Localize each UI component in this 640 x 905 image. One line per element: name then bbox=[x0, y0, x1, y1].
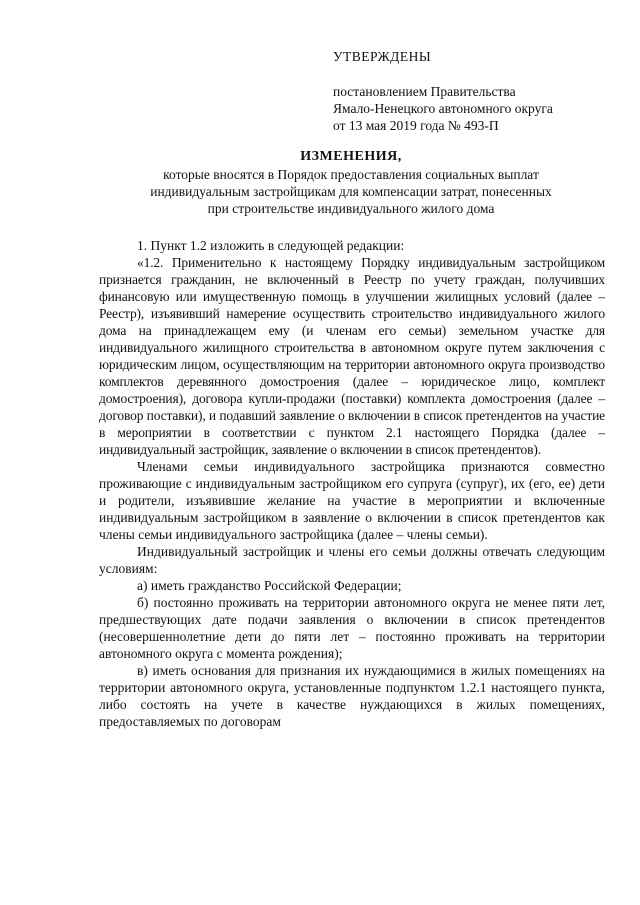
paragraph-conditions: Индивидуальный застройщик и члены его семьи должны отвечать следующим условиям: bbox=[99, 544, 605, 576]
paragraph-clause-1-2: «1.2. Применительно к настоящему Порядку индивидуальным застройщиком признается гражданин, не включенный в Реестр по учету граждан, получивших финансовую или имущественную помощь в улучшении жилищных условий (далее – Реестр), изъявивший намерение осуществить строительство индивидуального жилого дома на принадлежащем ему (и членам его семьи) земельном участке для индивидуального жилищного строительства в автономном округе путем заключения с юридическим лицом, осуществляющим на территории автономного округа производство комплектов деревянного домостроения (далее – юридическое лицо, комплект домостроения), договора купли-продажи (поставки) комплекта домостроения (далее – договор поставки), и подавший заявление о включении в список претендентов на участие в мероприятии в соответствии с пунктом 2.1 настоящего Порядка (далее – индивидуальный застройщик, заявление о включении в список претендентов). bbox=[99, 255, 605, 457]
approval-stamp bbox=[333, 48, 623, 134]
condition-item-a: а) иметь гражданство Российской Федерации; bbox=[137, 578, 402, 593]
document-title: ИЗМЕНЕНИЯ, bbox=[300, 149, 402, 164]
condition-item-c: в) иметь основания для признания их нуждающимися в жилых помещениях на территории автономного округа, установленные подпунктом 1.2.1 настоящего пункта, либо состоять на учете в качестве нуждающихся в жилых помещениях, предоставляемых по договорам bbox=[99, 663, 605, 729]
paragraph-family-members: Членами семьи индивидуального застройщика признаются совместно проживающие с индивидуальным застройщиком его супруга (супруг), их (его, ее) дети и родители, изъявившие желание на участие в мероприятии и включенные индивидуальным застройщиком в заявление о включении в список претендентов как члены семьи индивидуального застройщика (далее – члены семьи). bbox=[99, 459, 605, 542]
approval-line: постановлением Правительства bbox=[333, 84, 516, 99]
document-subtitle-line: которые вносятся в Порядок предоставления социальных выплат bbox=[163, 167, 539, 182]
document-subtitle-line: индивидуальным застройщикам для компенсации затрат, понесенных bbox=[150, 184, 552, 199]
document-subtitle-line: при строительстве индивидуального жилого дома bbox=[207, 201, 495, 216]
paragraph-clause-1: 1. Пункт 1.2 изложить в следующей редакции: bbox=[137, 238, 405, 253]
approval-line: от 13 мая 2019 года № 493-П bbox=[333, 118, 499, 133]
document-title-block bbox=[96, 148, 606, 217]
approval-heading: УТВЕРЖДЕНЫ bbox=[333, 49, 432, 64]
condition-item-b: б) постоянно проживать на территории автономного округа не менее пяти лет, предшествующих дате подачи заявления о включении в список претендентов (несовершеннолетние дети до пяти лет – постоянно проживать на территории автономного округа с момента рождения); bbox=[99, 595, 605, 661]
document-body bbox=[99, 237, 605, 730]
approval-line: Ямало-Ненецкого автономного округа bbox=[333, 101, 553, 116]
